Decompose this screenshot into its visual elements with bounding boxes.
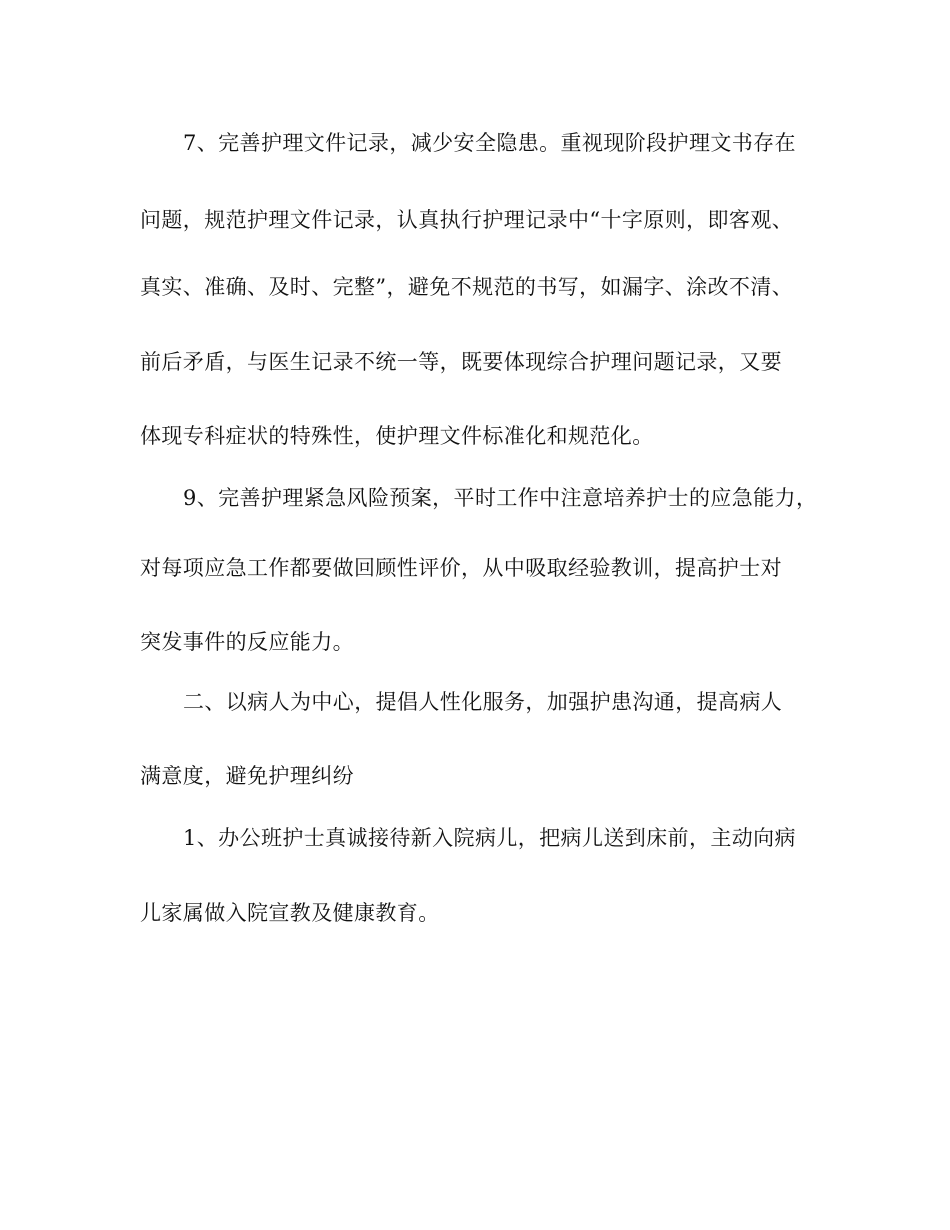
paragraph-1-line-1: 1、办公班护士真诚接待新入院病儿，把病儿送到床前，主动向病 — [183, 826, 796, 850]
paragraph-9-line-1: 9、完善护理紧急风险预案，平时工作中注意培养护士的应急能力， — [183, 486, 818, 510]
paragraph-7-line-3: 真实、准确、及时、完整”，避免不规范的书写，如漏字、涂改不清、 — [140, 275, 794, 299]
paragraph-9-line-2: 对每项应急工作都要做回顾性评价，从中吸取经验教训，提高护士对 — [140, 556, 782, 580]
paragraph-7-line-2: 问题，规范护理文件记录，认真执行护理记录中“十字原则，即客观、 — [140, 208, 794, 232]
section-2-heading-line-2: 满意度，避免护理纠纷 — [140, 764, 354, 788]
section-2-heading-line-1: 二、以病人为中心，提倡人性化服务，加强护患沟通，提高病人 — [183, 690, 783, 714]
paragraph-9-line-3: 突发事件的反应能力。 — [140, 630, 354, 654]
paragraph-7-line-4: 前后矛盾，与医生记录不统一等，既要体现综合护理问题记录，又要 — [140, 350, 782, 374]
paragraph-7-line-1: 7、完善护理文件记录，减少安全隐患。重视现阶段护理文书存在 — [183, 131, 796, 155]
paragraph-7-line-5: 体现专科症状的特殊性，使护理文件标准化和规范化。 — [140, 424, 654, 448]
paragraph-1-line-2: 儿家属做入院宣教及健康教育。 — [140, 901, 440, 925]
